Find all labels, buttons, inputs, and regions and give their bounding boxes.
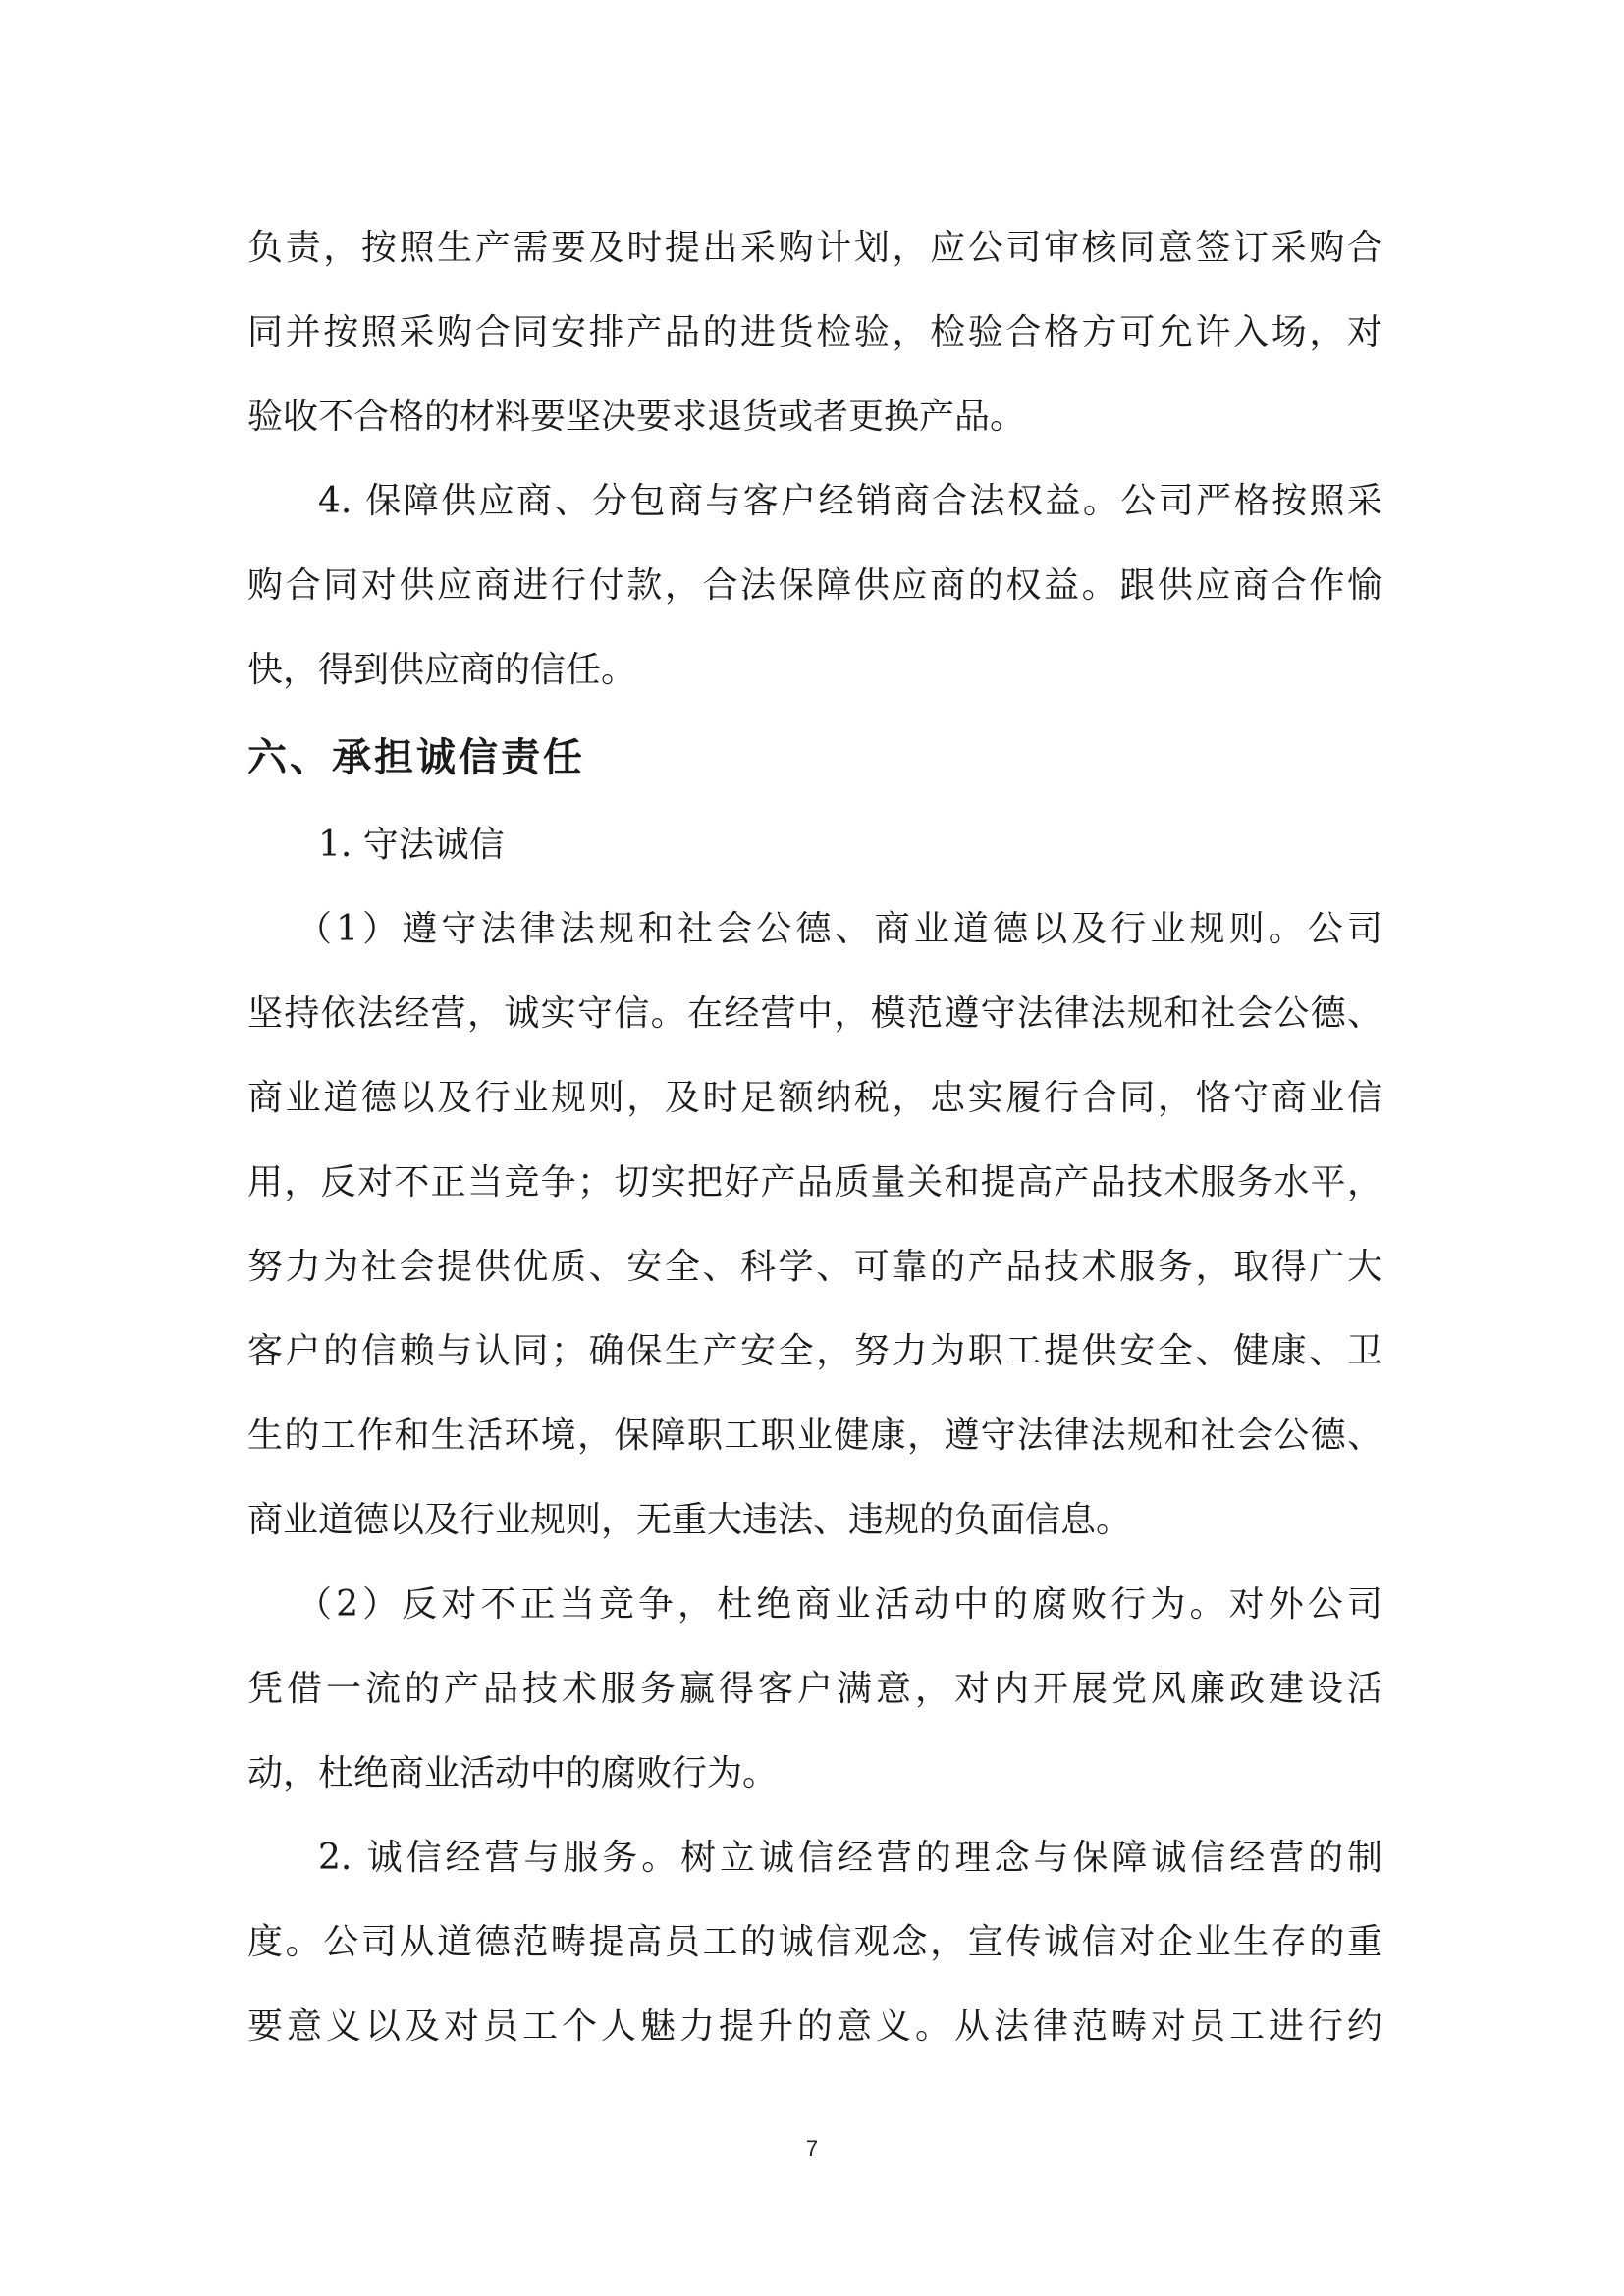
paragraph-line: 购合同对供应商进行付款，合法保障供应商的权益。跟供应商合作愉 [247, 565, 1382, 606]
paragraph-line: （2）反对不正当竞争，杜绝商业活动中的腐败行为。对外公司 [297, 1584, 1382, 1625]
paragraph-line: 度。公司从道德范畴提高员工的诚信观念，宣传诚信对企业生存的重 [247, 1922, 1382, 1962]
paragraph-line: 努力为社会提供优质、安全、科学、可靠的产品技术服务，取得广大 [247, 1247, 1382, 1287]
paragraph-line: （1）遵守法律法规和社会公德、商业道德以及行业规则。公司 [297, 909, 1382, 949]
subsection-title: 1. 守法诚信 [318, 825, 505, 865]
paragraph-line: 动，杜绝商业活动中的腐败行为。 [247, 1753, 779, 1793]
paragraph-line: 2. 诚信经营与服务。树立诚信经营的理念与保障诚信经营的制 [318, 1838, 1382, 1878]
paragraph-line: 坚持依法经营，诚实守信。在经营中，模范遵守法律法规和社会公德、 [247, 993, 1382, 1034]
paragraph-line: 快，得到供应商的信任。 [247, 650, 637, 690]
page-number: 7 [805, 2136, 819, 2161]
paragraph-line: 客户的信赖与认同；确保生产安全，努力为职工提供安全、健康、卫 [247, 1331, 1382, 1371]
paragraph-line: 同并按照采购合同安排产品的进货检验，检验合格方可允许入场，对 [247, 312, 1382, 352]
paragraph-line: 商业道德以及行业规则，及时足额纳税，忠实履行合同，恪守商业信 [247, 1078, 1382, 1118]
paragraph-line: 用，反对不正当竞争；切实把好产品质量关和提高产品技术服务水平， [247, 1162, 1382, 1202]
paragraph-line: 凭借一流的产品技术服务赢得客户满意，对内开展党风廉政建设活 [247, 1669, 1382, 1709]
paragraph-line: 验收不合格的材料要坚决要求退货或者更换产品。 [247, 397, 1026, 437]
section-heading: 六、承担诚信责任 [247, 735, 585, 780]
page-body [247, 206, 1382, 2069]
paragraph-line: 4. 保障供应商、分包商与客户经销商合法权益。公司严格按照采 [318, 481, 1382, 521]
paragraph-line: 商业道德以及行业规则，无重大违法、违规的负面信息。 [247, 1500, 1132, 1540]
paragraph-line: 生的工作和生活环境，保障职工职业健康，遵守法律法规和社会公德、 [247, 1415, 1382, 1456]
paragraph-line: 负责，按照生产需要及时提出采购计划，应公司审核同意签订采购合 [247, 228, 1382, 268]
paragraph-line: 要意义以及对员工个人魅力提升的意义。从法律范畴对员工进行约 [247, 2006, 1382, 2047]
